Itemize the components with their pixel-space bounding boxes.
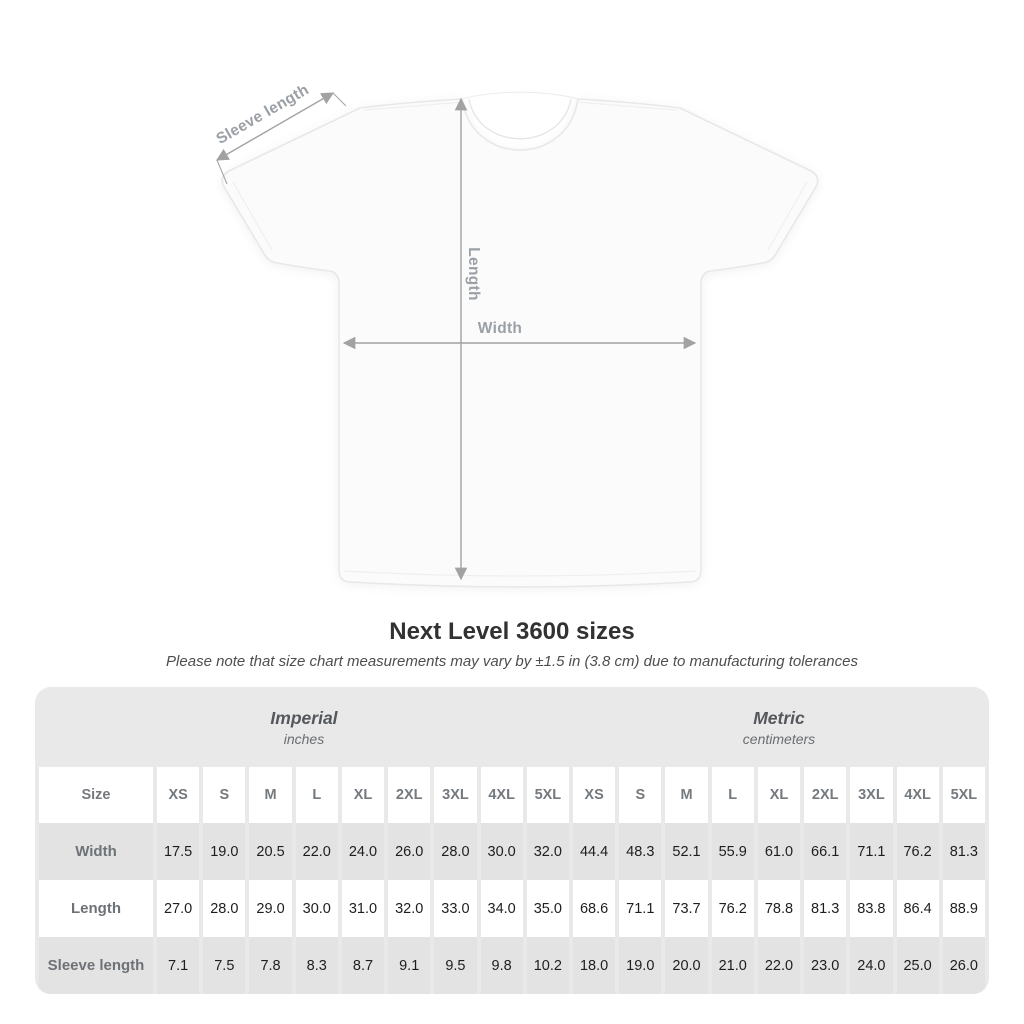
cell-length-imperial-3xl: 33.0 bbox=[434, 880, 476, 937]
unit-band-row bbox=[39, 687, 985, 767]
cell-width-metric-xs: 44.4 bbox=[573, 823, 615, 880]
sleeve-arrow-leader-right bbox=[333, 93, 346, 106]
size-header-imperial-m: M bbox=[249, 767, 291, 823]
cell-length-metric-xs: 68.6 bbox=[573, 880, 615, 937]
cell-sleeve-length-metric-l: 21.0 bbox=[712, 937, 754, 994]
cell-sleeve-length-imperial-2xl: 9.1 bbox=[388, 937, 430, 994]
table-row bbox=[39, 823, 985, 880]
cell-sleeve-length-metric-s: 19.0 bbox=[619, 937, 661, 994]
table-row bbox=[39, 937, 985, 994]
cell-length-metric-2xl: 81.3 bbox=[804, 880, 846, 937]
metric-label: Metric bbox=[753, 707, 805, 728]
size-header-metric-2xl: 2XL bbox=[804, 767, 846, 823]
size-header-metric-4xl: 4XL bbox=[897, 767, 939, 823]
cell-width-imperial-5xl: 32.0 bbox=[527, 823, 569, 880]
cell-sleeve-length-metric-5xl: 26.0 bbox=[943, 937, 985, 994]
cell-sleeve-length-imperial-s: 7.5 bbox=[203, 937, 245, 994]
imperial-group-header bbox=[39, 687, 569, 767]
cell-length-imperial-s: 28.0 bbox=[203, 880, 245, 937]
cell-sleeve-length-imperial-xl: 8.7 bbox=[342, 937, 384, 994]
cell-width-metric-4xl: 76.2 bbox=[897, 823, 939, 880]
cell-sleeve-length-imperial-5xl: 10.2 bbox=[527, 937, 569, 994]
row-label-width: Width bbox=[39, 823, 153, 880]
cell-width-metric-s: 48.3 bbox=[619, 823, 661, 880]
size-column-header: Size bbox=[39, 767, 153, 823]
cell-sleeve-length-metric-2xl: 23.0 bbox=[804, 937, 846, 994]
cell-width-imperial-4xl: 30.0 bbox=[481, 823, 523, 880]
cell-sleeve-length-metric-xl: 22.0 bbox=[758, 937, 800, 994]
collar-band-inner bbox=[469, 99, 571, 139]
size-header-imperial-xs: XS bbox=[157, 767, 199, 823]
collar-back-line bbox=[462, 92, 578, 99]
cell-width-imperial-3xl: 28.0 bbox=[434, 823, 476, 880]
cell-length-metric-m: 73.7 bbox=[665, 880, 707, 937]
cell-length-imperial-xs: 27.0 bbox=[157, 880, 199, 937]
cell-length-metric-5xl: 88.9 bbox=[943, 880, 985, 937]
cell-sleeve-length-metric-m: 20.0 bbox=[665, 937, 707, 994]
cell-sleeve-length-metric-xs: 18.0 bbox=[573, 937, 615, 994]
cell-width-imperial-2xl: 26.0 bbox=[388, 823, 430, 880]
size-header-metric-m: M bbox=[665, 767, 707, 823]
cell-width-metric-2xl: 66.1 bbox=[804, 823, 846, 880]
size-header-imperial-3xl: 3XL bbox=[434, 767, 476, 823]
size-table bbox=[35, 687, 989, 994]
cell-width-imperial-xs: 17.5 bbox=[157, 823, 199, 880]
imperial-unit-label: inches bbox=[283, 730, 325, 747]
size-header-imperial-l: L bbox=[296, 767, 338, 823]
imperial-label: Imperial bbox=[270, 707, 338, 728]
size-header-metric-xs: XS bbox=[573, 767, 615, 823]
cell-width-metric-l: 55.9 bbox=[712, 823, 754, 880]
cell-sleeve-length-imperial-4xl: 9.8 bbox=[481, 937, 523, 994]
cell-length-metric-xl: 78.8 bbox=[758, 880, 800, 937]
size-header-metric-xl: XL bbox=[758, 767, 800, 823]
cell-width-imperial-l: 22.0 bbox=[296, 823, 338, 880]
cell-width-imperial-s: 19.0 bbox=[203, 823, 245, 880]
cell-sleeve-length-imperial-m: 7.8 bbox=[249, 937, 291, 994]
cell-width-imperial-m: 20.5 bbox=[249, 823, 291, 880]
size-header-imperial-4xl: 4XL bbox=[481, 767, 523, 823]
cell-width-metric-m: 52.1 bbox=[665, 823, 707, 880]
tolerance-note: Please note that size chart measurements may vary by ±1.5 in (3.8 cm) due to manufacturing tolerances bbox=[166, 653, 858, 670]
cell-length-imperial-4xl: 34.0 bbox=[481, 880, 523, 937]
length-label: Length bbox=[465, 247, 482, 301]
size-table-container bbox=[35, 687, 989, 994]
table-row bbox=[39, 880, 985, 937]
cell-length-metric-3xl: 83.8 bbox=[850, 880, 892, 937]
cell-length-metric-4xl: 86.4 bbox=[897, 880, 939, 937]
size-header-metric-5xl: 5XL bbox=[943, 767, 985, 823]
cell-sleeve-length-metric-3xl: 24.0 bbox=[850, 937, 892, 994]
cell-length-imperial-5xl: 35.0 bbox=[527, 880, 569, 937]
size-header-metric-l: L bbox=[712, 767, 754, 823]
sleeve-length-label: Sleeve length bbox=[213, 81, 312, 148]
size-header-imperial-xl: XL bbox=[342, 767, 384, 823]
size-header-row bbox=[39, 767, 985, 823]
cell-length-imperial-2xl: 32.0 bbox=[388, 880, 430, 937]
cell-sleeve-length-imperial-xs: 7.1 bbox=[157, 937, 199, 994]
cell-sleeve-length-metric-4xl: 25.0 bbox=[897, 937, 939, 994]
size-header-imperial-5xl: 5XL bbox=[527, 767, 569, 823]
cell-width-metric-5xl: 81.3 bbox=[943, 823, 985, 880]
metric-group-header bbox=[573, 687, 985, 767]
row-label-sleeve-length: Sleeve length bbox=[39, 937, 153, 994]
cell-width-imperial-xl: 24.0 bbox=[342, 823, 384, 880]
size-header-imperial-2xl: 2XL bbox=[388, 767, 430, 823]
cell-width-metric-3xl: 71.1 bbox=[850, 823, 892, 880]
cell-sleeve-length-imperial-3xl: 9.5 bbox=[434, 937, 476, 994]
chart-title: Next Level 3600 sizes bbox=[389, 618, 635, 645]
size-header-imperial-s: S bbox=[203, 767, 245, 823]
cell-length-metric-s: 71.1 bbox=[619, 880, 661, 937]
cell-length-imperial-l: 30.0 bbox=[296, 880, 338, 937]
cell-length-metric-l: 76.2 bbox=[712, 880, 754, 937]
size-header-metric-s: S bbox=[619, 767, 661, 823]
cell-length-imperial-m: 29.0 bbox=[249, 880, 291, 937]
cell-sleeve-length-imperial-l: 8.3 bbox=[296, 937, 338, 994]
cell-length-imperial-xl: 31.0 bbox=[342, 880, 384, 937]
width-label: Width bbox=[477, 320, 523, 337]
row-label-length: Length bbox=[39, 880, 153, 937]
cell-width-metric-xl: 61.0 bbox=[758, 823, 800, 880]
size-header-metric-3xl: 3XL bbox=[850, 767, 892, 823]
metric-unit-label: centimeters bbox=[742, 730, 816, 747]
